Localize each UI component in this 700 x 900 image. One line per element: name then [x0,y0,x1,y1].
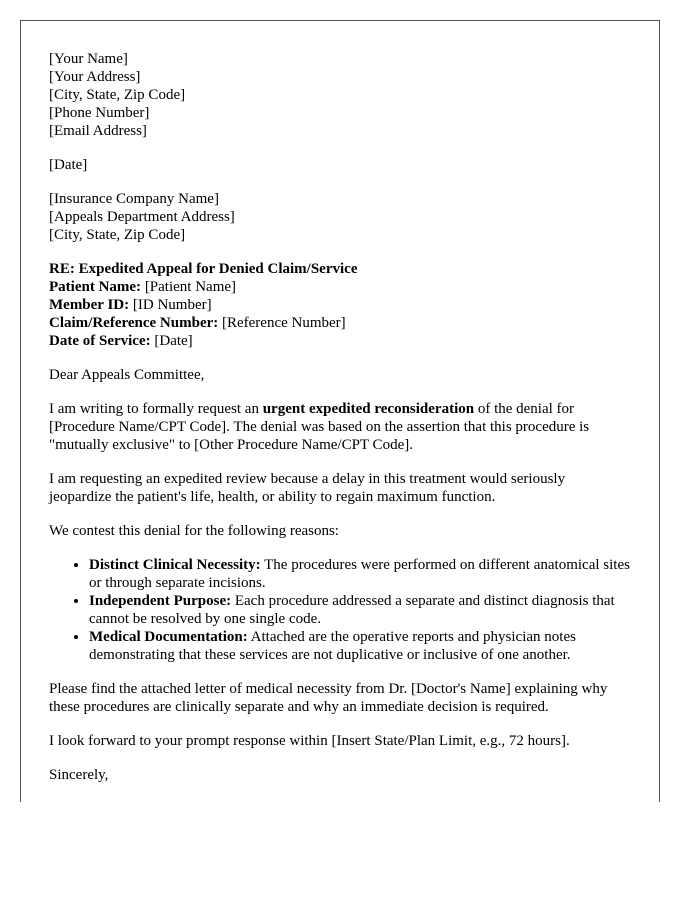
list-item [89,628,631,664]
re-field-label: Member ID: [49,297,130,313]
re-field-value: [Patient Name] [144,279,237,295]
letter-page [20,20,660,802]
response-paragraph: I look forward to your prompt response within [Insert State/Plan Limit, e.g., 72 hours]. [49,733,570,749]
request-text-end: of the denial for [Procedure Name/CPT Code]. The denial was based on the assertion that this procedure is "mutually exclusive" to [Other Procedure Name/CPT Code]. [49,401,590,453]
re-block [49,260,659,350]
sender-phone: [Phone Number] [49,105,150,121]
sender-city-state-zip: [City, State, Zip Code] [49,87,186,103]
re-field-label: Date of Service: [49,333,151,349]
sender-address: [Your Address] [49,69,141,85]
urgency-paragraph: I am requesting an expedited review because a delay in this treatment would seriously jeopardize the patient's life, health, or ability to regain maximum function. [49,471,566,505]
request-emphasis: urgent expedited reconsideration [262,401,475,417]
re-field-patient-name [49,278,659,296]
recipient-block [49,190,659,244]
reason-title: Independent Purpose: [89,593,232,609]
re-subject: Expedited Appeal for Denied Claim/Service [78,261,358,277]
recipient-city-state-zip: [City, State, Zip Code] [49,227,186,243]
sender-name: [Your Name] [49,51,128,67]
sender-email: [Email Address] [49,123,147,139]
date-block [49,156,659,174]
re-field-value: [Date] [154,333,193,349]
re-field-label: Claim/Reference Number: [49,315,219,331]
re-field-value: [Reference Number] [222,315,346,331]
recipient-company: [Insurance Company Name] [49,191,219,207]
reason-title: Medical Documentation: [89,629,248,645]
letter-date: [Date] [49,157,88,173]
closing: Sincerely, [49,767,109,783]
reasons-list [49,556,631,664]
sender-block [49,50,659,140]
reason-text: The procedures were performed on different anatomical sites or through separate incisions. [89,557,630,591]
contest-intro: We contest this denial for the following reasons: [49,523,339,539]
re-field-value: [ID Number] [132,297,212,313]
request-paragraph [49,400,631,454]
recipient-address: [Appeals Department Address] [49,209,235,225]
request-text-start: I am writing to formally request an [49,401,263,417]
re-field-label: Patient Name: [49,279,142,295]
re-field-member-id [49,296,659,314]
re-label: RE: [49,261,75,277]
re-field-date-of-service [49,332,659,350]
list-item [89,592,631,628]
reason-title: Distinct Clinical Necessity: [89,557,261,573]
salutation: Dear Appeals Committee, [49,367,205,383]
reason-text: Each procedure addressed a separate and distinct diagnosis that cannot be resolved by one single code. [89,593,615,627]
reason-text: Attached are the operative reports and physician notes demonstrating that these services are not duplicative or inclusive of one another. [89,629,576,663]
list-item [89,556,631,592]
re-subject-line [49,260,659,278]
attachment-paragraph: Please find the attached letter of medical necessity from Dr. [Doctor's Name] explaining why these procedures are clinically separate and why an immediate decision is required. [49,681,608,715]
re-field-claim-number [49,314,659,332]
